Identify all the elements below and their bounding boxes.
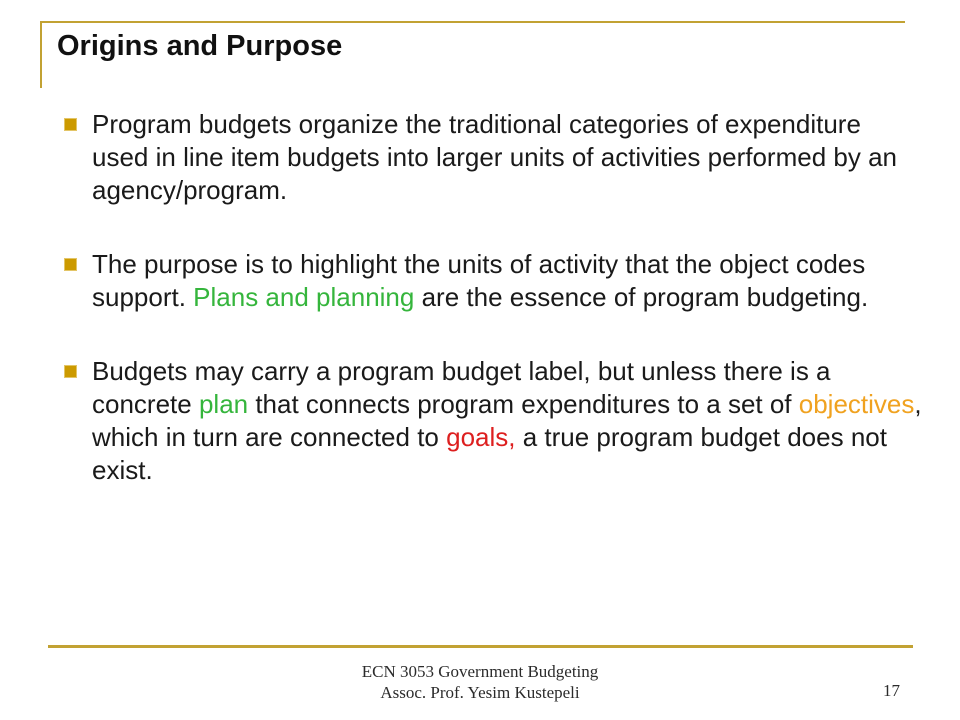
bullet-text xyxy=(92,248,922,314)
text-segment: , which in turn are connected to xyxy=(92,389,922,452)
square-bullet-icon xyxy=(64,258,77,271)
slide-title: Origins and Purpose xyxy=(57,30,343,62)
text-segment: are the essence of program budgeting. xyxy=(414,282,869,312)
title-top-rule xyxy=(40,21,905,23)
footer xyxy=(0,661,960,703)
square-bullet-icon xyxy=(64,118,77,131)
highlight-segment-orange: objectives xyxy=(798,389,915,419)
bullet-item xyxy=(64,108,922,207)
bullet-list xyxy=(64,108,922,528)
footer-course-line: ECN 3053 Government Budgeting xyxy=(361,662,599,681)
text-segment: that connects program expenditures to a set of xyxy=(248,389,799,419)
highlight-segment-green: Plans and planning xyxy=(193,282,415,312)
page-number: 17 xyxy=(883,681,900,700)
text-segment: Budgets may carry a program budget label, but unless there is a concrete xyxy=(92,356,831,419)
bullet-text xyxy=(92,355,922,487)
highlight-segment-red: goals, xyxy=(446,422,516,452)
square-bullet-icon xyxy=(64,365,77,378)
highlight-segment-green: plan xyxy=(198,389,249,419)
footer-author-line: Assoc. Prof. Yesim Kustepeli xyxy=(380,683,580,702)
text-segment: The purpose is to highlight the units of activity that the object codes support. xyxy=(92,249,866,312)
text-segment: a true program budget does not exist. xyxy=(92,422,887,485)
footer-rule xyxy=(48,645,913,648)
bullet-item xyxy=(64,355,922,487)
title-left-rule xyxy=(40,21,42,88)
text-segment: Program budgets organize the traditional categories of expenditure used in line item budgets into larger units of activities performed by an agency/program. xyxy=(92,109,897,205)
bullet-text xyxy=(92,108,922,207)
bullet-item xyxy=(64,248,922,314)
